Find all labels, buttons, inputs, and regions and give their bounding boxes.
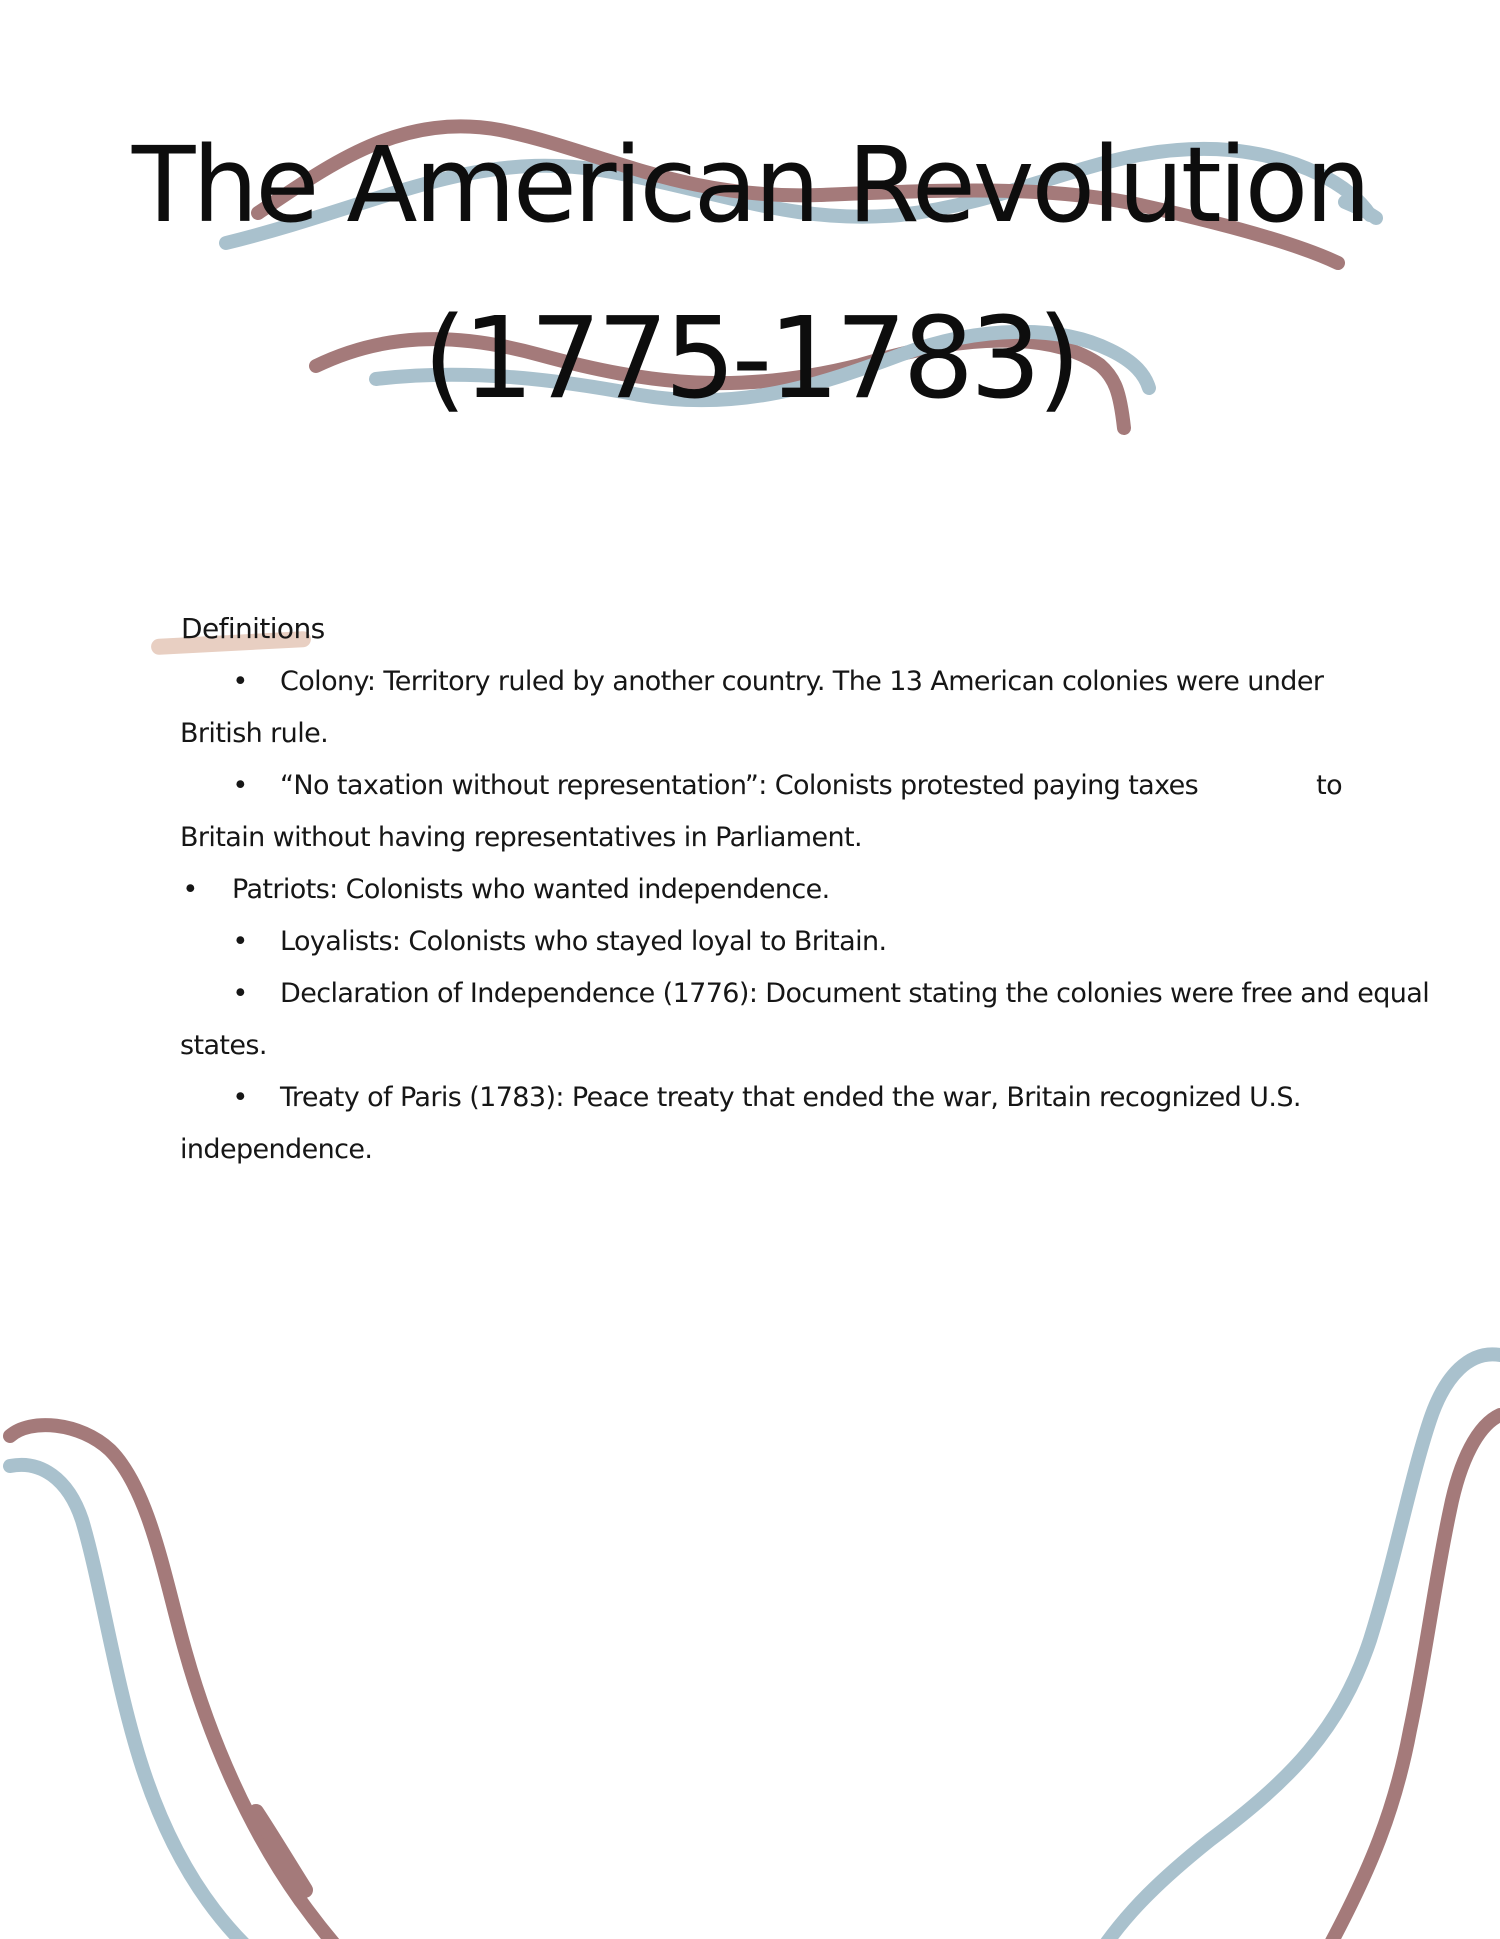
bottom-left-stroke-maroon [10, 1425, 335, 1939]
bottom-right-stroke-maroon [1330, 1415, 1500, 1939]
definition-text: “No taxation without representation”: Colonists protested paying taxes [280, 770, 1199, 801]
definition-item [180, 1072, 1360, 1176]
definitions-section [180, 603, 1430, 1176]
bullet-icon: • [232, 1082, 248, 1113]
definition-text: Declaration of Independence (1776): Document stating the colonies were free and equal [280, 978, 1430, 1009]
definition-continuation: Britain without having representatives in Parliament. [180, 822, 862, 853]
definition-item [180, 656, 1360, 760]
bottom-right-stroke-blue [1105, 1354, 1500, 1939]
definition-text-tail: to [1316, 770, 1343, 801]
bottom-left-stroke-maroon-tip [256, 1812, 305, 1890]
definition-item [180, 760, 1360, 864]
definition-item [180, 864, 1360, 916]
page-title-line-2: (1775-1783) [423, 294, 1077, 424]
definition-continuation: independence. [180, 1134, 373, 1165]
bullet-icon: • [232, 926, 248, 957]
definition-text: Treaty of Paris (1783): Peace treaty that ended the war, Britain recognized U.S. [280, 1082, 1301, 1113]
definition-text: Patriots: Colonists who wanted independence. [232, 874, 830, 905]
bottom-left-stroke-blue [10, 1465, 245, 1939]
definition-continuation: states. [180, 1030, 267, 1061]
definition-item [180, 968, 1430, 1072]
definition-text: Loyalists: Colonists who stayed loyal to Britain. [280, 926, 887, 957]
bullet-icon: • [182, 874, 198, 905]
definition-text: Colony: Territory ruled by another country. The 13 American colonies were under [280, 666, 1324, 697]
definitions-heading-text: Definitions [181, 612, 325, 645]
page-title-line-1: The American Revolution [131, 124, 1369, 246]
bullet-icon: • [232, 770, 248, 801]
definition-item [180, 916, 1360, 968]
definitions-heading [181, 603, 325, 655]
definitions-heading-wrap [173, 603, 1360, 656]
bullet-icon: • [232, 666, 248, 697]
bullet-icon: • [232, 978, 248, 1009]
definition-continuation: British rule. [180, 718, 329, 749]
